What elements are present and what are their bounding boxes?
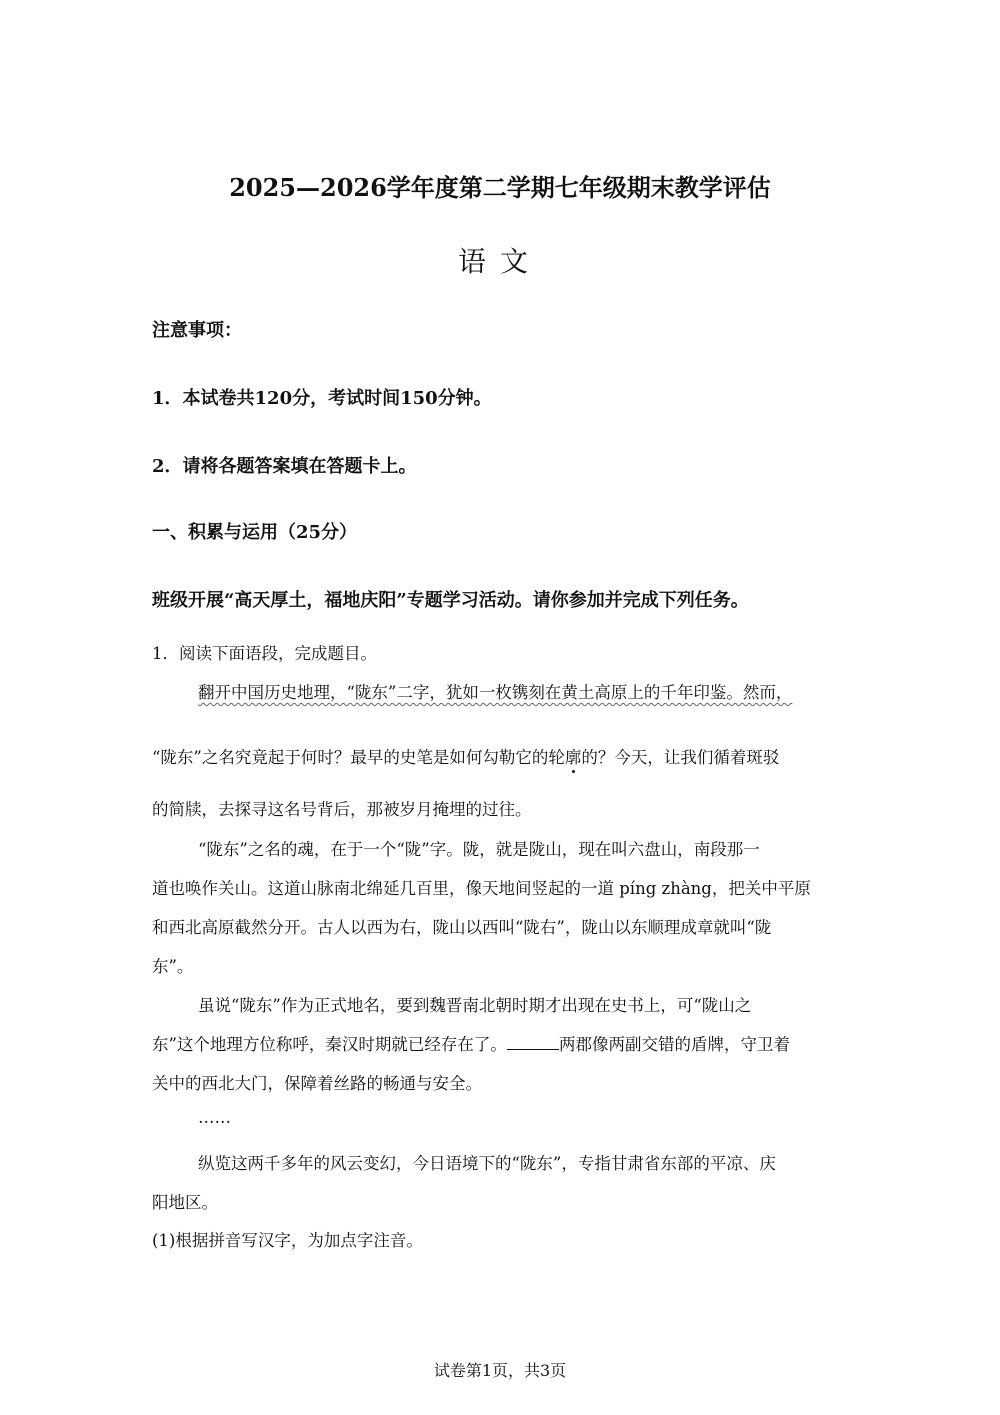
passage-p1-line2 xyxy=(152,744,779,768)
passage-p4-line1: 纵览这两千多年的风云变幻，今日语境下的“陇东”，专指甘肃省东部的平凉、庆 xyxy=(198,1154,776,1173)
subject-title: 语文 xyxy=(457,245,542,278)
passage-text: 东”这个地理方位称呼，秦汉时期就已经存在了。 xyxy=(152,1035,507,1054)
passage-text: 两郡像两副交错的盾牌，守卫着 xyxy=(558,1035,790,1054)
task-intro: 班级开展“高天厚土，福地庆阳”专题学习活动。请你参加并完成下列任务。 xyxy=(152,590,749,611)
notes-heading: 注意事项： xyxy=(152,320,242,341)
passage-p1-line3: 的简牍，去探寻这名号背后，那被岁月掩埋的过往。 xyxy=(152,800,532,819)
passage-p3-line1: 虽说“陇东”作为正式地名，要到魏晋南北朝时期才出现在史书上，可“陇山之 xyxy=(198,996,752,1015)
notes-item-1: 1．本试卷共120分，考试时间150分钟。 xyxy=(152,388,492,409)
passage-p2-line2: 道也唤作关山。这道山脉南北绵延几百里，像天地间竖起的一道 píng zhàng，把关中平原 xyxy=(152,879,811,898)
passage-p2-line1: “陇东”之名的魂，在于一个“陇”字。陇，就是陇山，现在叫六盘山，南段那一 xyxy=(198,840,760,859)
dotted-char: 廓 xyxy=(564,748,582,767)
sub-question-1: (1)根据拼音写汉字，为加点字注音。 xyxy=(152,1231,423,1250)
section-heading: 一、积累与运用（25分） xyxy=(152,522,358,543)
passage-text: 的？今天，让我们循着斑驳 xyxy=(581,748,780,767)
exam-title: 2025—2026学年度第二学期七年级期末教学评估 xyxy=(229,173,771,202)
passage-p3-line2 xyxy=(152,1031,790,1055)
passage-p1-line1 xyxy=(198,679,792,703)
notes-item-2: 2．请将各题答案填在答题卡上。 xyxy=(152,456,417,477)
passage-p2-line4: 东”。 xyxy=(152,957,194,976)
passage-text: “陇东”之名究竟起于何时？最早的史笔是如何勾勒它的轮 xyxy=(152,748,565,767)
question-stem: 1．阅读下面语段，完成题目。 xyxy=(152,644,377,663)
fill-blank xyxy=(507,1035,559,1050)
wavy-underlined-text: 翻开中国历史地理，“陇东”二字，犹如一枚镌刻在黄土高原上的千年印鉴。然而， xyxy=(198,683,793,702)
page-footer: 试卷第1页，共3页 xyxy=(433,1361,567,1380)
passage-p2-line3: 和西北高原截然分开。古人以西为右，陇山以西叫“陇右”，陇山以东顺理成章就叫“陇 xyxy=(152,918,772,937)
passage-p4-line2: 阳地区。 xyxy=(152,1193,218,1212)
passage-p3-line3: 关中的西北大门，保障着丝路的畅通与安全。 xyxy=(152,1074,482,1093)
passage-ellipsis: …… xyxy=(198,1108,231,1127)
